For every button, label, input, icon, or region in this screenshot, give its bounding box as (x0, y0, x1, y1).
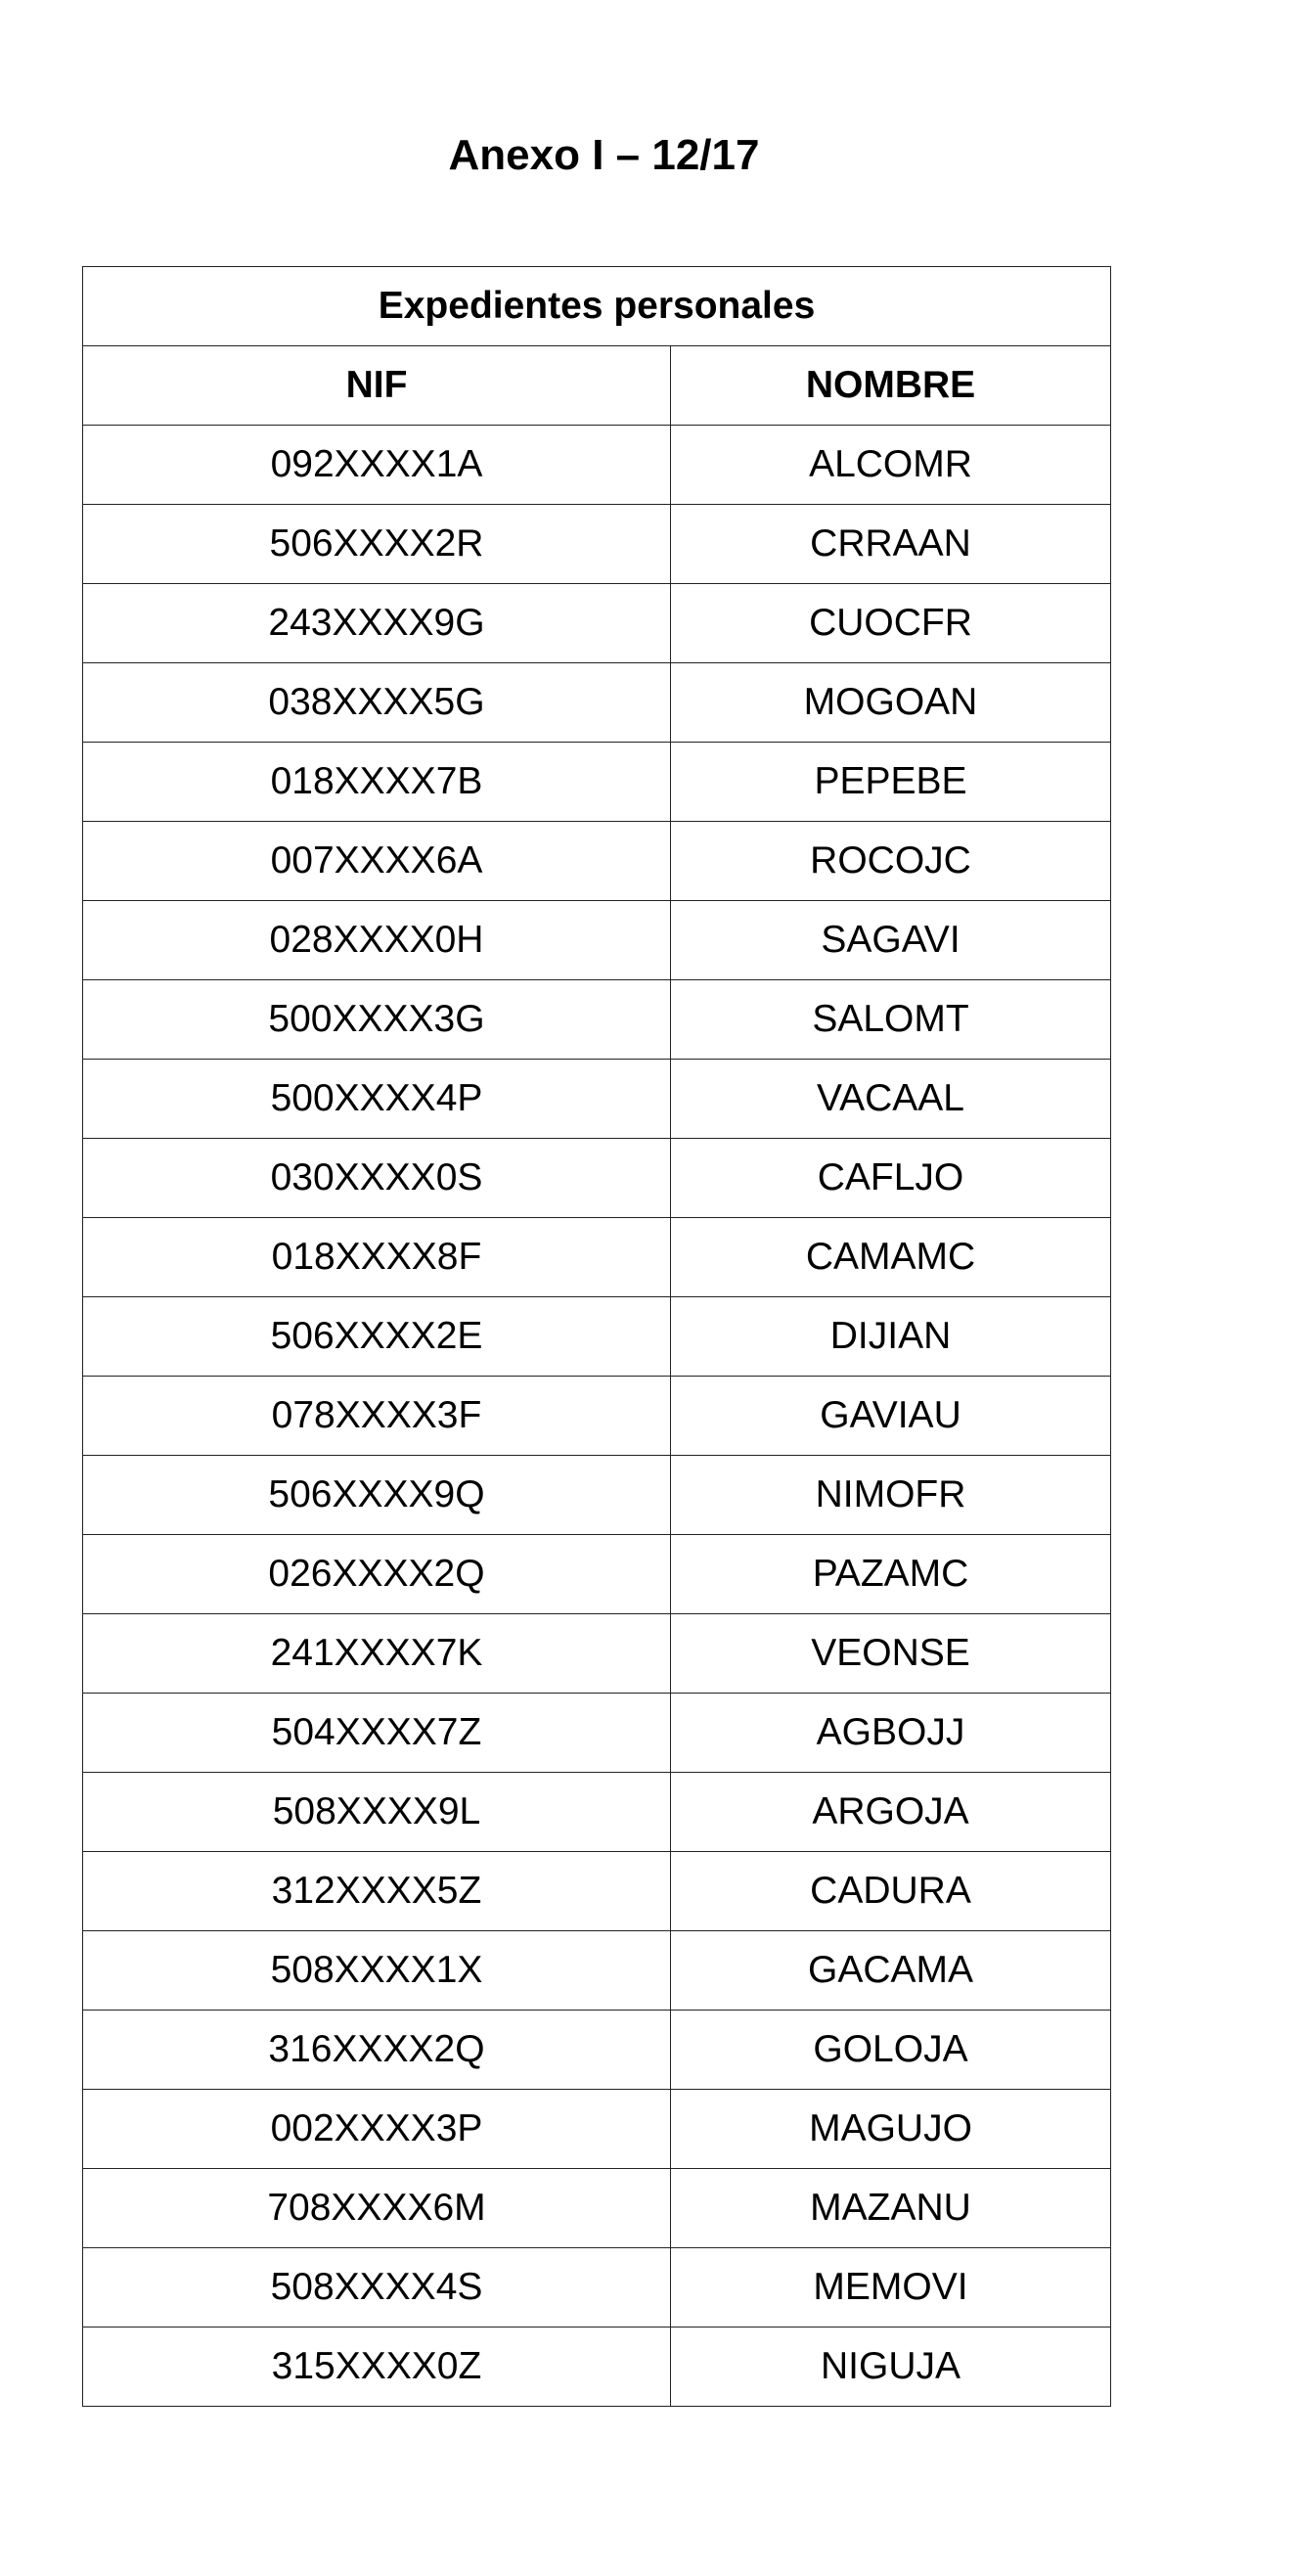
nombre-cell: SALOMT (671, 980, 1111, 1060)
nif-cell: 030XXXX0S (83, 1139, 671, 1218)
nombre-cell: GOLOJA (671, 2011, 1111, 2090)
table-row (83, 584, 1111, 663)
table-row (83, 1535, 1111, 1614)
table-row (83, 426, 1111, 505)
table-row (83, 1218, 1111, 1297)
page-title: Anexo I – 12/17 (448, 131, 760, 179)
nombre-cell: MEMOVI (671, 2248, 1111, 2327)
table-row (83, 901, 1111, 980)
nif-cell: 028XXXX0H (83, 901, 671, 980)
nif-cell: 241XXXX7K (83, 1614, 671, 1694)
nif-cell: 508XXXX9L (83, 1773, 671, 1852)
table-row (83, 743, 1111, 822)
nombre-cell: PEPEBE (671, 743, 1111, 822)
nif-cell: 506XXXX9Q (83, 1456, 671, 1535)
table-row (83, 1060, 1111, 1139)
table-row (83, 2169, 1111, 2248)
table-row (83, 2090, 1111, 2169)
nif-cell: 500XXXX4P (83, 1060, 671, 1139)
nombre-cell: CAMAMC (671, 1218, 1111, 1297)
nombre-cell: PAZAMC (671, 1535, 1111, 1614)
nombre-cell: MAGUJO (671, 2090, 1111, 2169)
nif-cell: 038XXXX5G (83, 663, 671, 743)
table-header-row (83, 346, 1111, 426)
nif-cell: 508XXXX1X (83, 1931, 671, 2011)
table-row (83, 663, 1111, 743)
nombre-cell: CRRAAN (671, 505, 1111, 584)
table-row (83, 1931, 1111, 2011)
table-row (83, 1297, 1111, 1377)
nombre-cell: ALCOMR (671, 426, 1111, 505)
table-body (83, 426, 1111, 2407)
nombre-cell: MOGOAN (671, 663, 1111, 743)
table-row (83, 2011, 1111, 2090)
table-row (83, 1852, 1111, 1931)
nombre-cell: GAVIAU (671, 1377, 1111, 1456)
table-row (83, 1377, 1111, 1456)
nombre-cell: CAFLJO (671, 1139, 1111, 1218)
nif-cell: 002XXXX3P (83, 2090, 671, 2169)
nombre-cell: MAZANU (671, 2169, 1111, 2248)
nombre-cell: CUOCFR (671, 584, 1111, 663)
nif-cell: 504XXXX7Z (83, 1694, 671, 1773)
nif-cell: 508XXXX4S (83, 2248, 671, 2327)
table-caption-row (83, 267, 1111, 346)
table-row (83, 1773, 1111, 1852)
nombre-cell: VEONSE (671, 1614, 1111, 1694)
table-row (83, 2327, 1111, 2407)
nombre-cell: DIJIAN (671, 1297, 1111, 1377)
nombre-cell: NIGUJA (671, 2327, 1111, 2407)
nombre-cell: AGBOJJ (671, 1694, 1111, 1773)
table-row (83, 2248, 1111, 2327)
column-header-nif: NIF (83, 346, 671, 426)
nombre-cell: ARGOJA (671, 1773, 1111, 1852)
nif-cell: 500XXXX3G (83, 980, 671, 1060)
nif-cell: 018XXXX8F (83, 1218, 671, 1297)
nif-cell: 078XXXX3F (83, 1377, 671, 1456)
table-row (83, 1139, 1111, 1218)
nif-cell: 026XXXX2Q (83, 1535, 671, 1614)
table-row (83, 1694, 1111, 1773)
column-header-nombre: NOMBRE (671, 346, 1111, 426)
nif-cell: 506XXXX2R (83, 505, 671, 584)
nif-cell: 708XXXX6M (83, 2169, 671, 2248)
nombre-cell: SAGAVI (671, 901, 1111, 980)
table-row (83, 1614, 1111, 1694)
nombre-cell: ROCOJC (671, 822, 1111, 901)
nombre-cell: GACAMA (671, 1931, 1111, 2011)
table-row (83, 980, 1111, 1060)
table-row (83, 1456, 1111, 1535)
nombre-cell: CADURA (671, 1852, 1111, 1931)
nif-cell: 243XXXX9G (83, 584, 671, 663)
expedientes-table (82, 266, 1111, 2407)
nif-cell: 315XXXX0Z (83, 2327, 671, 2407)
table-caption: Expedientes personales (83, 267, 1111, 346)
table-row (83, 505, 1111, 584)
nombre-cell: VACAAL (671, 1060, 1111, 1139)
nif-cell: 316XXXX2Q (83, 2011, 671, 2090)
table-row (83, 822, 1111, 901)
nif-cell: 018XXXX7B (83, 743, 671, 822)
nif-cell: 092XXXX1A (83, 426, 671, 505)
nif-cell: 007XXXX6A (83, 822, 671, 901)
nif-cell: 506XXXX2E (83, 1297, 671, 1377)
nombre-cell: NIMOFR (671, 1456, 1111, 1535)
nif-cell: 312XXXX5Z (83, 1852, 671, 1931)
